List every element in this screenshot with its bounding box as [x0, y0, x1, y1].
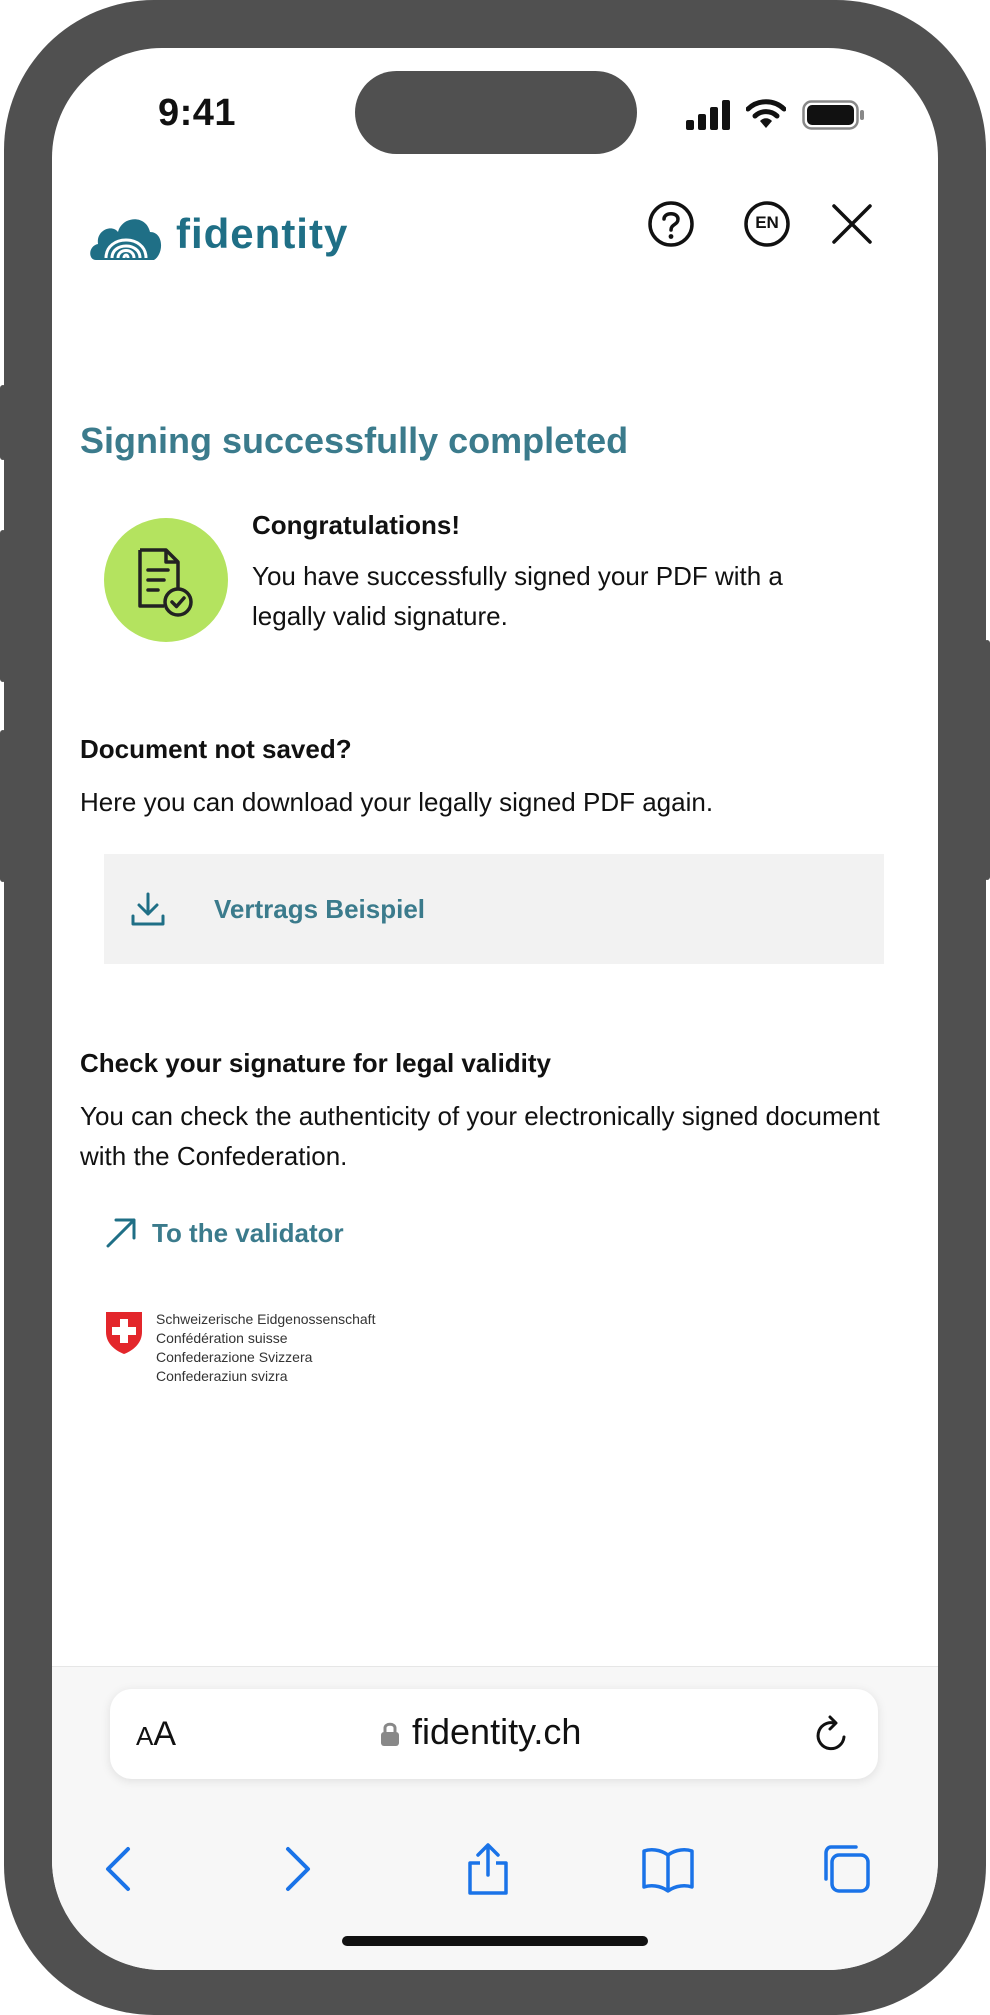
close-icon: [826, 198, 878, 250]
swiss-shield-icon: [104, 1310, 144, 1356]
battery-icon: [802, 100, 866, 130]
cellular-signal-icon: [686, 100, 732, 130]
browser-toolbar: [52, 1666, 938, 1970]
help-button[interactable]: [645, 198, 697, 250]
congrats-heading: Congratulations!: [252, 510, 460, 540]
validator-link-label: To the validator: [152, 1218, 344, 1248]
share-button[interactable]: [458, 1839, 518, 1899]
tabs-button[interactable]: [816, 1839, 876, 1899]
confederation-line-fr: Confédération suisse: [156, 1330, 288, 1346]
arrow-up-right-icon: [104, 1216, 138, 1250]
app-header: [52, 198, 938, 278]
fidentity-logo-text: fidentity: [176, 210, 349, 257]
address-bar[interactable]: [110, 1689, 878, 1779]
home-indicator: [342, 1936, 648, 1946]
confederation-line-it: Confederazione Svizzera: [156, 1349, 313, 1365]
confederation-line-rm: Confederaziun svizra: [156, 1368, 288, 1384]
confederation-text: [156, 1310, 416, 1386]
download-section-title: Document not saved?: [80, 734, 352, 764]
status-time: 9:41: [158, 92, 237, 134]
chevron-left-icon: [90, 1839, 150, 1899]
download-file-label: Vertrags Beispiel: [214, 894, 425, 924]
chevron-right-icon: [266, 1839, 326, 1899]
reload-icon: [810, 1711, 854, 1757]
reader-options-button[interactable]: AA: [136, 1715, 177, 1753]
validity-section-title: Check your signature for legal validity: [80, 1048, 552, 1078]
wifi-icon: [746, 98, 786, 130]
congrats-message: You have successfully signed your PDF with a legally valid signature.: [252, 561, 783, 631]
download-icon: [128, 890, 168, 930]
language-label: EN: [755, 213, 779, 232]
side-button-mute: [0, 385, 6, 460]
question-circle-icon: [645, 198, 697, 250]
download-section-text: Here you can download your legally signed PDF again.: [80, 787, 714, 817]
validity-section-text: You can check the authenticity of your electronically signed document with the Confederation.: [80, 1101, 880, 1171]
lock-icon: [380, 1721, 400, 1747]
side-button-power: [984, 640, 990, 880]
tabs-icon: [816, 1839, 876, 1899]
status-icons: [686, 94, 886, 134]
url-text: fidentity.ch: [412, 1711, 582, 1752]
dynamic-island: [355, 71, 637, 154]
page-title: Signing successfully completed: [80, 420, 629, 461]
fidentity-logo-icon: [88, 208, 164, 264]
share-icon: [458, 1839, 518, 1899]
language-button[interactable]: [741, 198, 793, 250]
side-button-volume-up: [0, 530, 6, 682]
document-check-icon: [104, 518, 228, 642]
phone-screen: [52, 48, 938, 1970]
forward-button[interactable]: [266, 1839, 326, 1899]
back-button[interactable]: [90, 1839, 150, 1899]
close-button[interactable]: [826, 198, 878, 250]
download-document-button[interactable]: [104, 854, 884, 964]
success-badge: [104, 518, 228, 642]
book-icon: [638, 1839, 698, 1899]
bookmarks-button[interactable]: [638, 1839, 698, 1899]
side-button-volume-down: [0, 730, 6, 882]
confederation-line-de: Schweizerische Eidgenossenschaft: [156, 1311, 376, 1327]
